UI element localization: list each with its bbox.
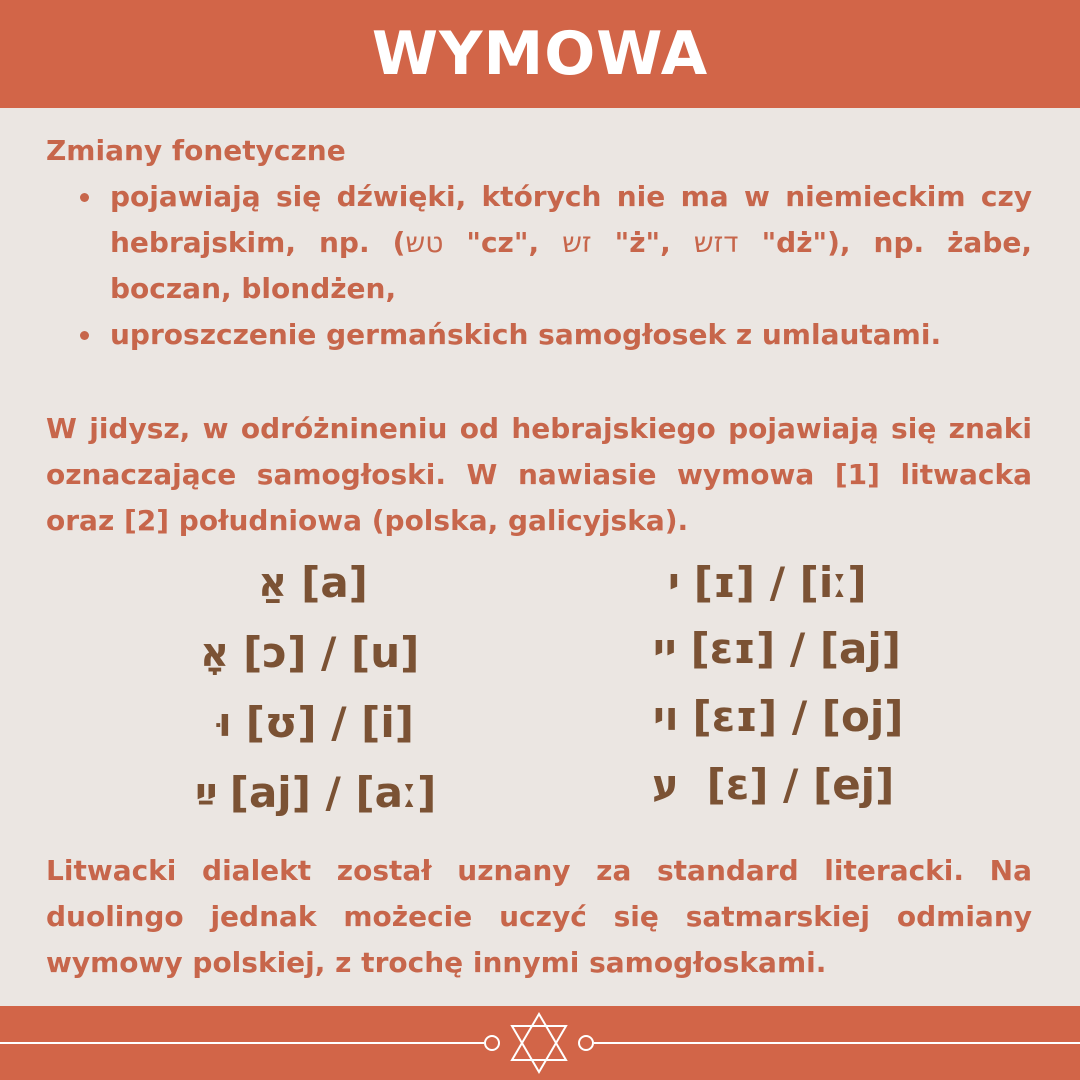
vowel-row — [653, 689, 903, 745]
vowel-ipa: [ɛ] / [ej] — [706, 760, 895, 809]
vowel-table — [0, 555, 1080, 825]
vowel-glyph: י — [668, 560, 680, 606]
list-item: uproszczenie germańskich samogłosek z umlautami. — [110, 312, 1032, 358]
vowel-row — [200, 625, 419, 681]
vowel-ipa: [ʊ] / [i] — [245, 698, 414, 747]
vowel-glyph: אָ — [200, 630, 230, 676]
vowel-ipa: [ɔ] / [u] — [243, 628, 420, 677]
footer-dot-right — [579, 1036, 593, 1050]
vowel-ipa: [ɛɪ] / [oj] — [692, 692, 904, 741]
footer-dot-left — [485, 1036, 499, 1050]
vowel-glyph: ע — [652, 762, 679, 808]
vowel-row — [195, 765, 436, 821]
outro-paragraph: Litwacki dialekt został uznany za standard literacki. Na duolingo jednak możecie uczyć się satmarskiej odmiany wymowy polskiej, z trochę innymi samogłoskami. — [46, 854, 1032, 979]
vowel-glyph: יי — [653, 626, 677, 672]
vowel-row — [653, 621, 901, 677]
vowel-glyph: אַ — [258, 560, 288, 606]
vowel-row — [218, 695, 414, 751]
vowel-row — [668, 555, 867, 611]
vowel-glyph: וּ — [218, 700, 232, 746]
header-bar — [0, 0, 1080, 108]
page-title: WYMOWA — [371, 19, 709, 89]
vowel-ipa: [ɛɪ] / [aj] — [690, 624, 901, 673]
intro-paragraph: W jidysz, w odróżnineniu od hebrajskiego pojawiają się znaki oznaczające samogłoski. W nawiasie wymowa [1] litwacka oraz [2] południowa (polska, galicyjska). — [46, 412, 1032, 537]
section-title: Zmiany fonetyczne — [46, 134, 346, 167]
hebrew-zh: זש — [562, 226, 592, 259]
hebrew-cz: טש — [405, 226, 444, 259]
list-item: pojawiają się dźwięki, których nie ma w niemieckim czy hebrajskim, np. (טש "cz", זש "ż", דזש "dż"), np. żabe, boczan, blondżen, — [110, 174, 1032, 312]
vowel-row — [652, 757, 894, 813]
changes-list — [46, 174, 1032, 358]
hebrew-dzh: דזש — [693, 226, 739, 259]
star-of-david-icon — [512, 1014, 566, 1072]
vowel-glyph: וי — [653, 694, 679, 740]
vowel-ipa: [a] — [301, 558, 368, 607]
main-content — [46, 128, 1032, 544]
footer-ornament — [0, 1006, 1080, 1080]
vowel-glyph: ײַ — [195, 770, 216, 816]
vowel-row — [258, 555, 368, 611]
vowel-ipa: [aj] / [aː] — [229, 768, 437, 817]
footer-bar — [0, 1006, 1080, 1080]
vowel-ipa: [ɪ] / [iː] — [693, 558, 867, 607]
